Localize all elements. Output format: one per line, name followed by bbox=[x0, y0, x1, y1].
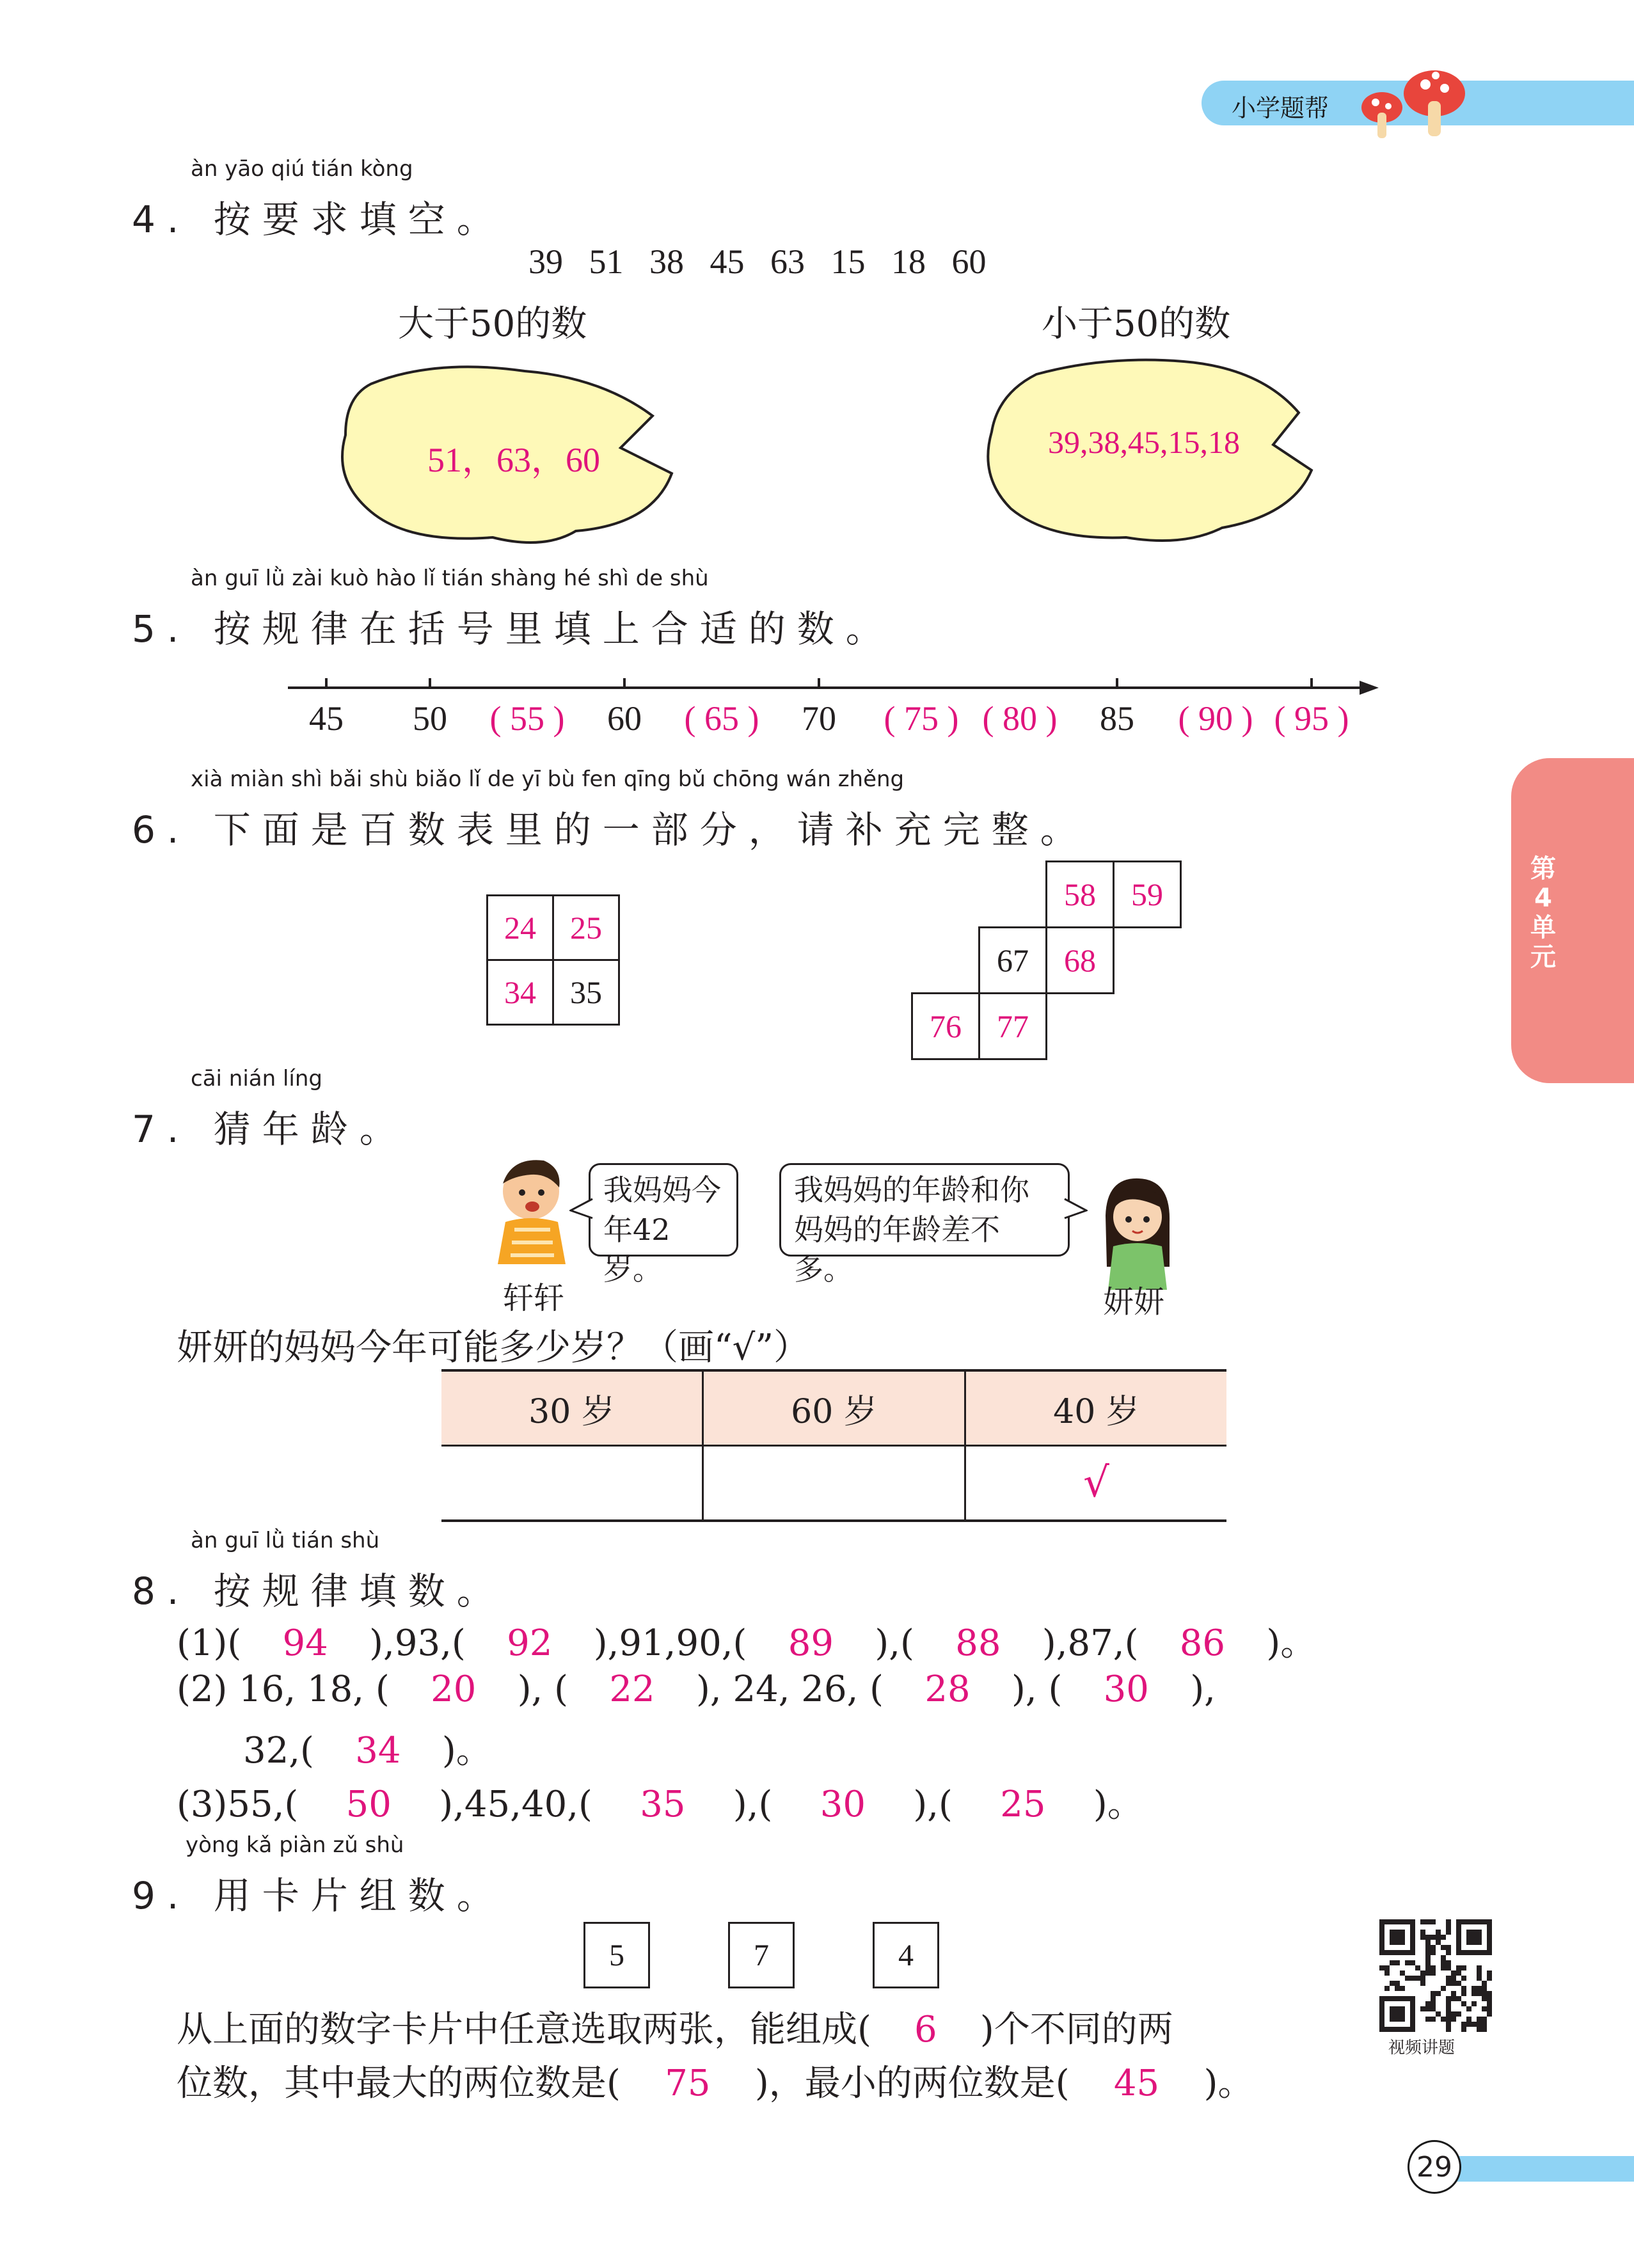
number-line-answer: ( 80 ) bbox=[982, 699, 1058, 738]
grid-cell: 68 bbox=[1045, 926, 1114, 994]
number-line-label: 85 bbox=[1100, 699, 1134, 738]
q8-line-3: (3)55,( 50 ),45,40,( 35 ),( 30 ),( 25 )。 bbox=[177, 1784, 1143, 1825]
grid-cell: 67 bbox=[978, 926, 1047, 994]
number-line-answer: ( 65 ) bbox=[684, 699, 759, 738]
unit-label: 第4单元 bbox=[1530, 854, 1556, 972]
number-card: 5 bbox=[583, 1922, 650, 1988]
header-title: 小学题帮 bbox=[1232, 94, 1329, 122]
number-line-answer: ( 90 ) bbox=[1178, 699, 1253, 738]
q9-line-1: 从上面的数字卡片中任意选取两张，能组成( 6 )个不同的两 bbox=[177, 2009, 1173, 2050]
q4-pinyin: àn yāo qiú tián kòng bbox=[191, 156, 413, 182]
unit-side-tab bbox=[1511, 758, 1634, 1083]
boy-speech-line: 我妈妈今 bbox=[603, 1173, 721, 1207]
grid-cell: 76 bbox=[911, 992, 980, 1060]
age-answer-cell[interactable] bbox=[441, 1446, 703, 1521]
q8-line-1: (1)( 94 ),93,( 92 ),91,90,( 89 ),( 88 ),87,( 86 )。 bbox=[177, 1622, 1317, 1664]
girl-speech-line: 妈妈的年龄差不多。 bbox=[794, 1212, 1000, 1287]
age-option: 40 岁 bbox=[965, 1370, 1227, 1446]
grid-cell: 59 bbox=[1113, 860, 1182, 928]
number-line-answer: ( 95 ) bbox=[1274, 699, 1349, 738]
q4-left-label: 大于50的数 bbox=[398, 303, 587, 345]
number-card: 4 bbox=[873, 1922, 939, 1988]
q6-title: 6. 下面是百数表里的一部分，请补充完整。 bbox=[132, 808, 1089, 852]
q8-line-2: (2) 16, 18, ( 20 ), ( 22 ), 24, 26, ( 28 ), ( 30 ), bbox=[177, 1669, 1216, 1710]
q5-pinyin: àn guī lǜ zài kuò hào lǐ tián shàng hé shì de shù bbox=[191, 566, 709, 591]
mushroom-icon bbox=[1344, 56, 1471, 146]
bubble-tail bbox=[1062, 1196, 1088, 1222]
number-line-label: 70 bbox=[802, 699, 836, 738]
q7-question: 妍妍的妈妈今年可能多少岁？（画“√”） bbox=[177, 1327, 809, 1368]
q4-right-label: 小于50的数 bbox=[1042, 303, 1231, 345]
q7-title: 7. 猜年龄。 bbox=[132, 1107, 408, 1151]
q5-title: 5. 按规律在括号里填上合适的数。 bbox=[132, 607, 894, 651]
age-option: 60 岁 bbox=[703, 1370, 965, 1446]
grid-cell: 24 bbox=[486, 894, 554, 961]
number-line-answer: ( 55 ) bbox=[489, 699, 565, 738]
q4-number-list: 39 51 38 45 63 15 18 60 bbox=[528, 242, 987, 281]
age-answer-cell[interactable] bbox=[703, 1446, 965, 1521]
qr-code-icon[interactable] bbox=[1379, 1919, 1492, 2032]
q4-title: 4. 按要求填空。 bbox=[132, 198, 505, 241]
girl-illustration bbox=[1088, 1171, 1184, 1292]
grid-cell: 58 bbox=[1045, 860, 1114, 928]
q9-line-2: 位数，其中最大的两位数是( 75 )，最小的两位数是( 45 )。 bbox=[177, 2063, 1254, 2104]
age-option: 30 岁 bbox=[441, 1370, 703, 1446]
page-number-bar bbox=[1433, 2156, 1634, 2182]
q8-line-2b: 32,( 34 )。 bbox=[243, 1730, 492, 1772]
number-line-label: 60 bbox=[607, 699, 642, 738]
page-number: 29 bbox=[1408, 2140, 1461, 2194]
q8-pinyin: àn guī lǜ tián shù bbox=[191, 1528, 380, 1553]
number-line-answer: ( 75 ) bbox=[884, 699, 959, 738]
grid-cell: 25 bbox=[552, 894, 620, 961]
q6-pinyin: xià miàn shì bǎi shù biǎo lǐ de yī bù fen qīng bǔ chōng wán zhěng bbox=[191, 766, 905, 792]
grid-cell: 35 bbox=[552, 959, 620, 1026]
q8-title: 8. 按规律填数。 bbox=[132, 1569, 505, 1613]
boy-speech-bubble bbox=[589, 1163, 738, 1287]
age-answer-cell[interactable]: √ bbox=[965, 1446, 1227, 1521]
qr-caption: 视频讲题 bbox=[1388, 2038, 1456, 2058]
number-line-label: 50 bbox=[413, 699, 447, 738]
q9-pinyin: yòng kǎ piàn zǔ shù bbox=[186, 1832, 404, 1858]
q9-title: 9. 用卡片组数。 bbox=[132, 1874, 505, 1917]
boy-illustration bbox=[486, 1152, 582, 1267]
number-card: 7 bbox=[728, 1922, 795, 1988]
girl-name: 妍妍 bbox=[1103, 1284, 1165, 1320]
bubble-tail bbox=[569, 1196, 595, 1222]
q4-right-answer: 39,38,45,15,18 bbox=[1048, 424, 1240, 460]
girl-speech-line: 我妈妈的年龄和你 bbox=[794, 1173, 1029, 1207]
girl-speech-bubble bbox=[779, 1163, 1070, 1287]
q4-left-answer: 51，63，60 bbox=[427, 441, 600, 479]
grid-cell: 34 bbox=[486, 959, 554, 1026]
boy-speech-line: 年42岁。 bbox=[603, 1212, 670, 1287]
q7-pinyin: cāi nián líng bbox=[191, 1066, 322, 1091]
grid-cell: 77 bbox=[978, 992, 1047, 1060]
boy-name: 轩轩 bbox=[503, 1280, 565, 1316]
age-options-table bbox=[441, 1369, 1226, 1522]
number-line-label: 45 bbox=[309, 699, 344, 738]
